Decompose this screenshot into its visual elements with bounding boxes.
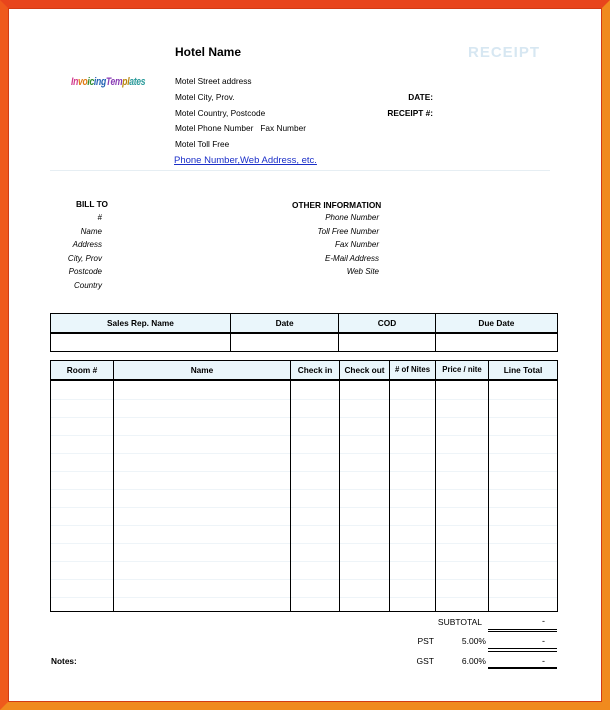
check-in-header: Check in xyxy=(297,365,333,375)
guest-name-header: Name xyxy=(190,365,214,375)
hotel-name: Hotel Name xyxy=(175,45,242,59)
room-number-header: Room # xyxy=(66,365,98,375)
bill-to-country: Country xyxy=(73,281,102,290)
gst-label: GST xyxy=(416,656,434,666)
bill-to-address: Address xyxy=(72,240,102,249)
bill-to-heading: BILL TO xyxy=(76,199,108,209)
bill-to-postcode: Postcode xyxy=(68,267,102,276)
other-info-email: E-Mail Address xyxy=(325,254,379,263)
pst-value: - xyxy=(488,631,557,649)
gst-rate: 6.00% xyxy=(461,656,486,666)
subtotal-value: - xyxy=(488,612,557,630)
bill-to-city: City, Prov xyxy=(67,254,102,263)
cod-header: COD xyxy=(339,314,435,334)
cod-cell[interactable] xyxy=(339,333,435,352)
receipt-number-label: RECEIPT #: xyxy=(387,108,433,118)
check-out-header: Check out xyxy=(344,365,385,375)
sales-rep-header: Sales Rep. Name xyxy=(51,314,231,334)
address-line-city: Motel City, Prov. xyxy=(175,92,235,102)
other-info-fax: Fax Number xyxy=(334,240,379,249)
other-info-phone: Phone Number xyxy=(325,213,379,222)
notes-label: Notes: xyxy=(51,656,77,666)
line-total-header: Line Total xyxy=(503,365,543,375)
contact-link[interactable]: Phone Number,Web Address, etc. xyxy=(174,155,317,166)
line-items-table xyxy=(50,360,558,612)
receipt-title: RECEIPT xyxy=(468,44,541,61)
header-divider xyxy=(50,170,550,171)
price-per-night-header: Price / nite xyxy=(442,365,482,374)
other-info-toll-free: Toll Free Number xyxy=(317,227,379,236)
address-line-toll-free: Motel Toll Free xyxy=(175,139,230,149)
date-label: DATE: xyxy=(408,92,433,102)
company-logo: InvoicingTemplates xyxy=(71,76,146,88)
gst-value: - xyxy=(488,651,557,669)
address-line-country: Motel Country, Postcode xyxy=(175,108,266,118)
sales-rep-cell[interactable] xyxy=(51,333,231,352)
due-date-header: Due Date xyxy=(435,314,557,334)
other-info-heading: OTHER INFORMATION xyxy=(292,200,382,210)
pst-label: PST xyxy=(417,636,434,646)
bill-to-name: Name xyxy=(80,227,102,236)
address-line-street: Motel Street address xyxy=(175,76,252,86)
sales-date-header: Date xyxy=(230,314,338,334)
address-line-phone: Motel Phone Number Fax Number xyxy=(175,123,306,133)
due-date-cell[interactable] xyxy=(435,333,557,352)
sales-info-table xyxy=(50,313,558,352)
sales-date-cell[interactable] xyxy=(230,333,338,352)
subtotal-label: SUBTOTAL xyxy=(437,617,482,627)
bill-to-number: # xyxy=(97,213,102,222)
other-info-website: Web Site xyxy=(346,267,379,276)
nights-header: # of Nites xyxy=(394,365,431,374)
pst-rate: 5.00% xyxy=(461,636,486,646)
